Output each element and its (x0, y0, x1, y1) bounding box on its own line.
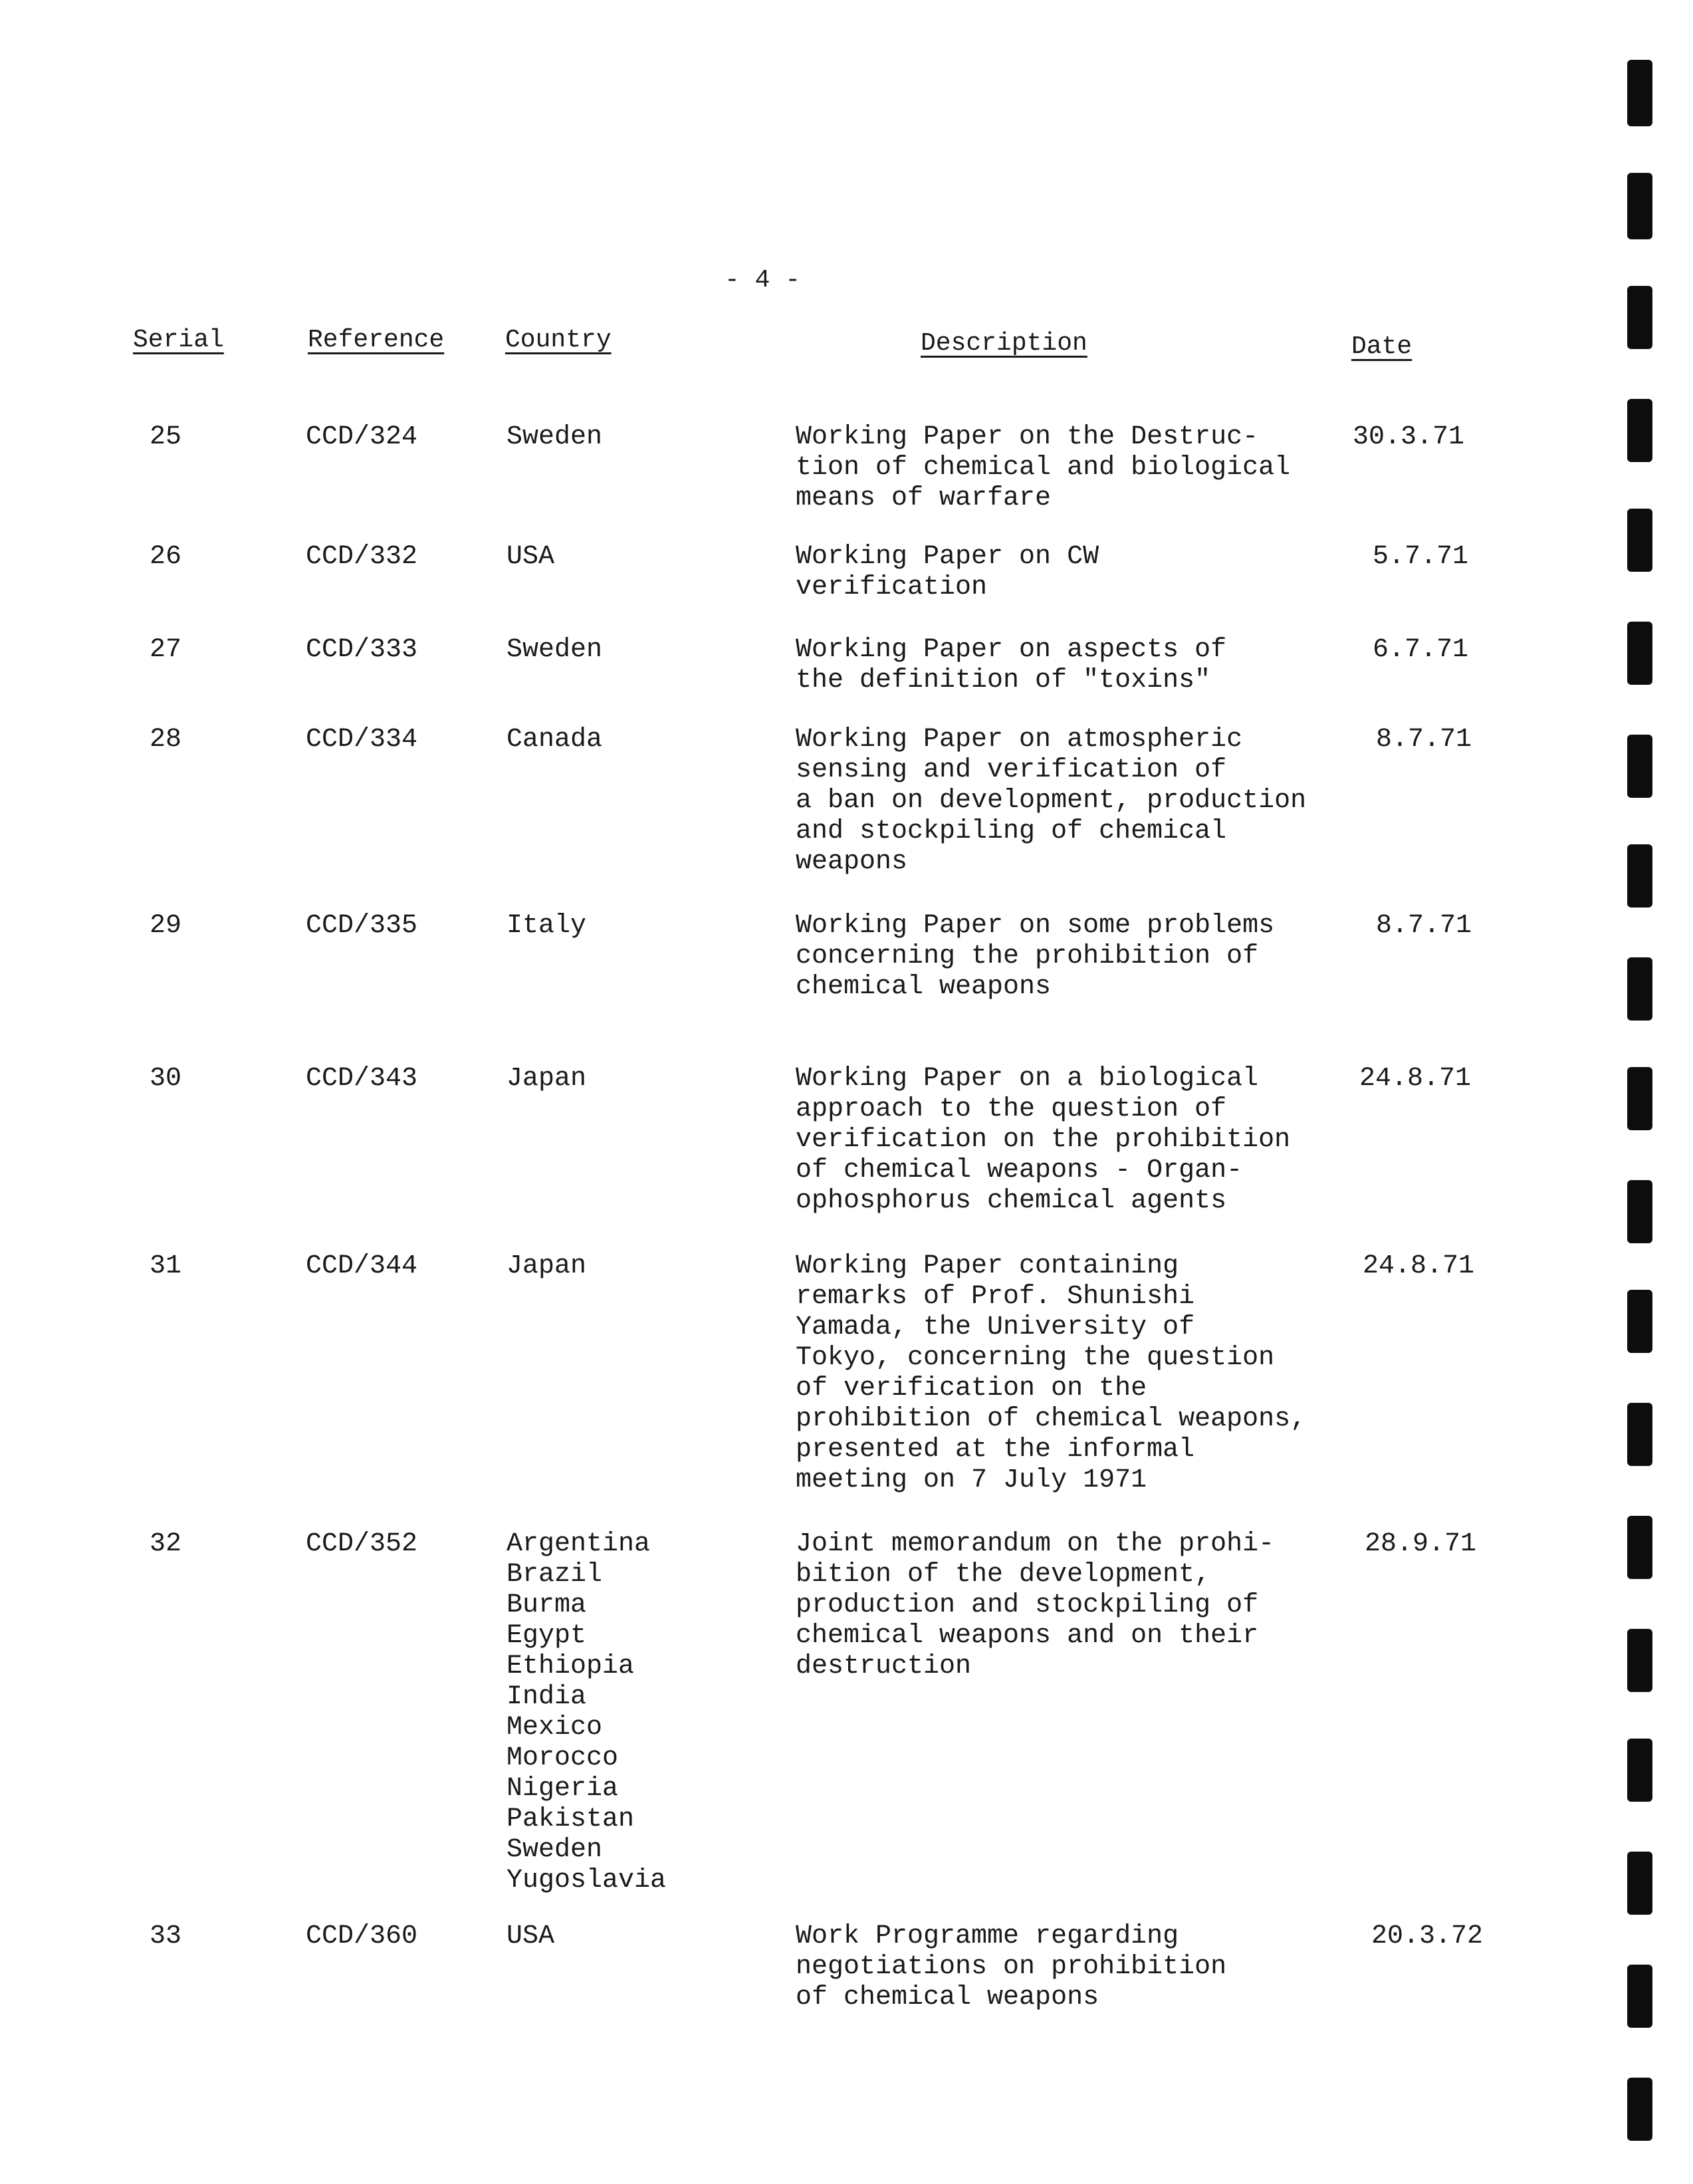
row-date: 20.3.72 (1371, 1921, 1484, 1951)
description-line: Working Paper on some problems (796, 911, 1275, 941)
country-line: Pakistan (507, 1804, 635, 1834)
country-line: Italy (507, 911, 587, 941)
description-line: concerning the prohibition of (796, 941, 1259, 971)
description-line: Working Paper on the Destruc- (796, 422, 1259, 452)
row-country (507, 635, 602, 666)
row-country (507, 1064, 586, 1094)
row-reference: CCD/324 (306, 422, 418, 452)
description-line: means of warfare (796, 483, 1052, 513)
description-line: negotiations on prohibition (796, 1952, 1227, 1982)
binding-mark (1627, 735, 1652, 798)
description-line: Working Paper on CW (796, 542, 1099, 572)
description-line: ophosphorus chemical agents (796, 1186, 1227, 1216)
row-description (796, 1064, 1290, 1217)
row-reference: CCD/335 (306, 911, 418, 941)
description-line: tion of chemical and biological (796, 453, 1291, 483)
description-line: a ban on development, production (796, 786, 1307, 816)
binding-mark (1627, 1516, 1652, 1579)
binding-mark (1627, 399, 1652, 462)
row-date: 30.3.71 (1353, 422, 1465, 452)
country-line: Japan (507, 1064, 587, 1094)
header-description: Description (921, 329, 1087, 358)
description-line: approach to the question of (796, 1094, 1227, 1124)
country-line: Nigeria (507, 1774, 619, 1804)
row-date: 8.7.71 (1376, 725, 1472, 755)
country-line: Egypt (507, 1621, 587, 1651)
row-description (796, 635, 1226, 696)
row-reference: CCD/334 (306, 725, 418, 755)
description-line: Work Programme regarding (796, 1921, 1179, 1951)
row-reference: CCD/344 (306, 1251, 418, 1281)
row-date: 8.7.71 (1376, 911, 1472, 941)
header-date: Date (1351, 332, 1412, 361)
row-country (507, 911, 586, 941)
country-line: India (507, 1682, 587, 1712)
row-description (796, 422, 1290, 514)
description-line: meeting on 7 July 1971 (796, 1465, 1147, 1495)
binding-mark (1627, 60, 1652, 126)
binding-mark (1627, 173, 1652, 239)
description-line: Joint memorandum on the prohi- (796, 1529, 1275, 1559)
row-date: 6.7.71 (1373, 635, 1469, 665)
row-date: 28.9.71 (1365, 1529, 1477, 1559)
page-number: - 4 - (725, 266, 801, 295)
country-line: Sweden (507, 422, 603, 452)
row-serial: 30 (150, 1064, 182, 1094)
row-country (507, 1529, 666, 1896)
row-reference: CCD/333 (306, 635, 418, 665)
row-reference: CCD/360 (306, 1921, 418, 1951)
row-serial: 32 (150, 1529, 182, 1559)
country-line: Sweden (507, 1835, 603, 1865)
row-description (796, 1921, 1226, 2013)
row-country (507, 422, 602, 453)
country-line: Sweden (507, 635, 603, 665)
binding-mark (1627, 286, 1652, 349)
row-description (796, 911, 1274, 1003)
row-serial: 27 (150, 635, 182, 665)
row-reference: CCD/332 (306, 542, 418, 572)
row-reference: CCD/352 (306, 1529, 418, 1559)
country-line: USA (507, 542, 555, 572)
country-line: Ethiopia (507, 1651, 635, 1681)
row-date: 24.8.71 (1363, 1251, 1475, 1281)
binding-mark (1627, 844, 1652, 908)
description-line: prohibition of chemical weapons, (796, 1404, 1307, 1434)
country-line: Yugoslavia (507, 1866, 667, 1895)
description-line: sensing and verification of (796, 755, 1227, 785)
row-country (507, 542, 554, 572)
row-date: 24.8.71 (1359, 1064, 1472, 1094)
row-country (507, 725, 602, 755)
binding-mark (1627, 1852, 1652, 1915)
description-line: and stockpiling of chemical (796, 816, 1227, 846)
description-line: remarks of Prof. Shunishi (796, 1282, 1195, 1312)
country-line: Japan (507, 1251, 587, 1281)
description-line: chemical weapons and on their (796, 1621, 1259, 1651)
row-description (796, 542, 1099, 603)
description-line: production and stockpiling of (796, 1590, 1259, 1620)
row-serial: 26 (150, 542, 182, 572)
binding-mark (1627, 2078, 1652, 2141)
row-serial: 33 (150, 1921, 182, 1951)
binding-mark (1627, 1965, 1652, 2028)
country-line: Canada (507, 725, 603, 755)
description-line: Working Paper on atmospheric (796, 725, 1243, 755)
description-line: Tokyo, concerning the question (796, 1343, 1275, 1373)
binding-mark (1627, 1739, 1652, 1802)
row-country (507, 1921, 554, 1952)
description-line: bition of the development, (796, 1560, 1211, 1590)
description-line: verification (796, 572, 988, 602)
row-reference: CCD/343 (306, 1064, 418, 1094)
row-serial: 29 (150, 911, 182, 941)
binding-mark (1627, 509, 1652, 572)
description-line: presented at the informal (796, 1435, 1195, 1465)
binding-mark (1627, 1290, 1652, 1353)
row-serial: 31 (150, 1251, 182, 1281)
row-description (796, 1529, 1274, 1682)
country-line: Burma (507, 1590, 587, 1620)
description-line: of chemical weapons - Organ- (796, 1155, 1243, 1185)
country-line: Brazil (507, 1560, 603, 1590)
description-line: Working Paper containing (796, 1251, 1179, 1281)
header-country: Country (505, 326, 612, 354)
row-description (796, 725, 1306, 878)
description-line: Working Paper on a biological (796, 1064, 1259, 1094)
binding-mark (1627, 1067, 1652, 1130)
description-line: of chemical weapons (796, 1983, 1099, 2012)
country-line: Mexico (507, 1713, 603, 1743)
description-line: of verification on the (796, 1374, 1147, 1403)
description-line: Yamada, the University of (796, 1312, 1195, 1342)
binding-mark (1627, 1629, 1652, 1692)
row-serial: 28 (150, 725, 182, 755)
header-serial: Serial (133, 326, 224, 354)
row-serial: 25 (150, 422, 182, 452)
country-line: Morocco (507, 1743, 619, 1773)
binding-mark (1627, 622, 1652, 685)
description-line: the definition of "toxins" (796, 666, 1211, 695)
row-date: 5.7.71 (1373, 542, 1469, 572)
row-country (507, 1251, 586, 1282)
binding-mark (1627, 1403, 1652, 1466)
header-reference: Reference (308, 326, 445, 354)
binding-mark (1627, 1180, 1652, 1243)
binding-mark (1627, 957, 1652, 1021)
row-description (796, 1251, 1306, 1496)
country-line: USA (507, 1921, 555, 1951)
description-line: verification on the prohibition (796, 1125, 1291, 1155)
description-line: chemical weapons (796, 972, 1052, 1002)
description-line: Working Paper on aspects of (796, 635, 1227, 665)
country-line: Argentina (507, 1529, 651, 1559)
description-line: weapons (796, 847, 908, 877)
description-line: destruction (796, 1651, 972, 1681)
